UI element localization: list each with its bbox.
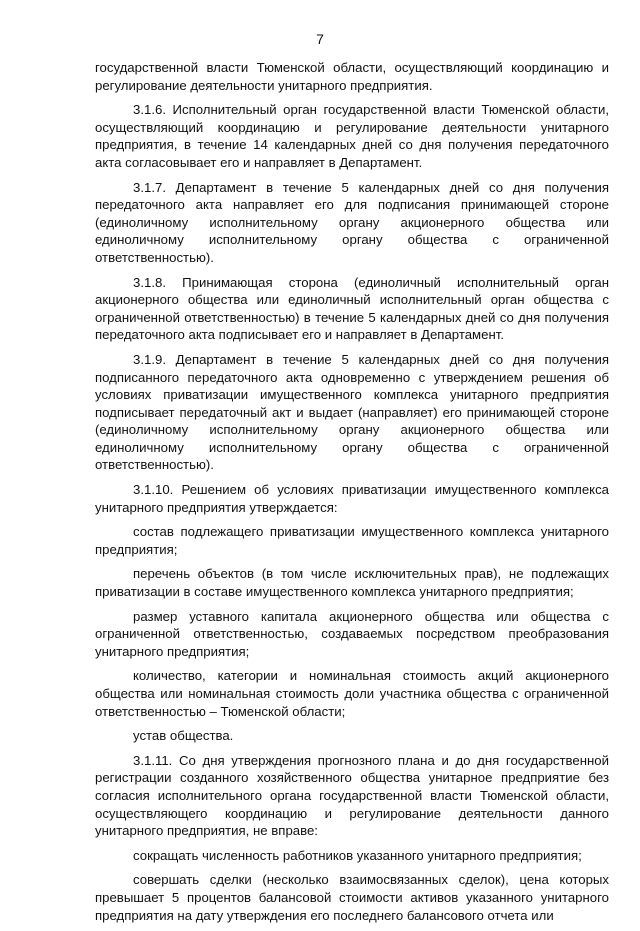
paragraph-3-1-6: 3.1.6. Исполнительный орган государственной власти Тюменской области, осуществляющий координацию и регулирование деятельности унитарного предприятия, в течение 14 календарных дней со дня получения передаточного акта согласовывает его и направляет в Департамент. [95, 102, 609, 170]
list-item-capital-size: размер уставного капитала акционерного общества или общества с ограниченной ответственностью, создаваемых посредством преобразования унитарного предприятия; [95, 608, 609, 659]
list-item-staff-reduction: сокращать численность работников указанного унитарного предприятия; [133, 847, 582, 863]
page-number: 7 [316, 31, 324, 47]
paragraph-3-1-7: 3.1.7. Департамент в течение 5 календарных дней со дня получения передаточного акта направляет его для подписания принимающей стороне (единоличному исполнительному органу акционерного общества или единоличному исполнительному органу общества с ограниченной ответственностью). [95, 179, 609, 265]
list-item-transactions: совершать сделки (несколько взаимосвязанных сделок), цена которых превышает 5 процентов балансовой стоимости активов указанного унитарного предприятия на дату утверждения его последнего балансового отчета или [95, 872, 609, 923]
document-body [95, 59, 609, 931]
list-item-charter: устав общества. [133, 728, 234, 744]
paragraph-continuation: государственной власти Тюменской области, осуществляющий координацию и регулирование деятельности унитарного предприятия. [95, 60, 609, 93]
paragraph-3-1-10: 3.1.10. Решением об условиях приватизации имущественного комплекса унитарного предприятия утверждается: [95, 482, 609, 515]
paragraph-3-1-11: 3.1.11. Со дня утверждения прогнозного плана и до дня государственной регистрации созданного хозяйственного общества унитарное предприятие без согласия исполнительного органа государственной власти Тюменской области, осуществляющего координацию и регулирование деятельности данного унитарного предприятия, не вправе: [95, 752, 609, 839]
list-item-shares: количество, категории и номинальная стоимость акций акционерного общества или номинальная стоимость доли участника общества с ограниченной ответственностью – Тюменской области; [95, 668, 609, 719]
list-item-excluded-objects: перечень объектов (в том числе исключительных прав), не подлежащих приватизации в составе имущественного комплекса унитарного предприятия; [95, 566, 609, 600]
paragraph-3-1-9: 3.1.9. Департамент в течение 5 календарных дней со дня получения подписанного передаточного акта одновременно с утверждением решения об условиях приватизации имущественного комплекса унитарного предприятия подписывает передаточный акт и выдает (направляет) его принимающей стороне (единоличному исполнительному органу акционерного общества или единоличному исполнительному органу общества с ограниченной ответственностью). [95, 351, 609, 473]
list-item-composition: состав подлежащего приватизации имущественного комплекса унитарного предприятия; [95, 524, 609, 557]
paragraph-3-1-8: 3.1.8. Принимающая сторона (единоличный исполнительный орган акционерного общества или единоличный исполнительный орган общества с ограниченной ответственностью) в течение 5 календарных дней со дня получения передаточного акта подписывает его и направляет в Департамент. [95, 274, 609, 343]
